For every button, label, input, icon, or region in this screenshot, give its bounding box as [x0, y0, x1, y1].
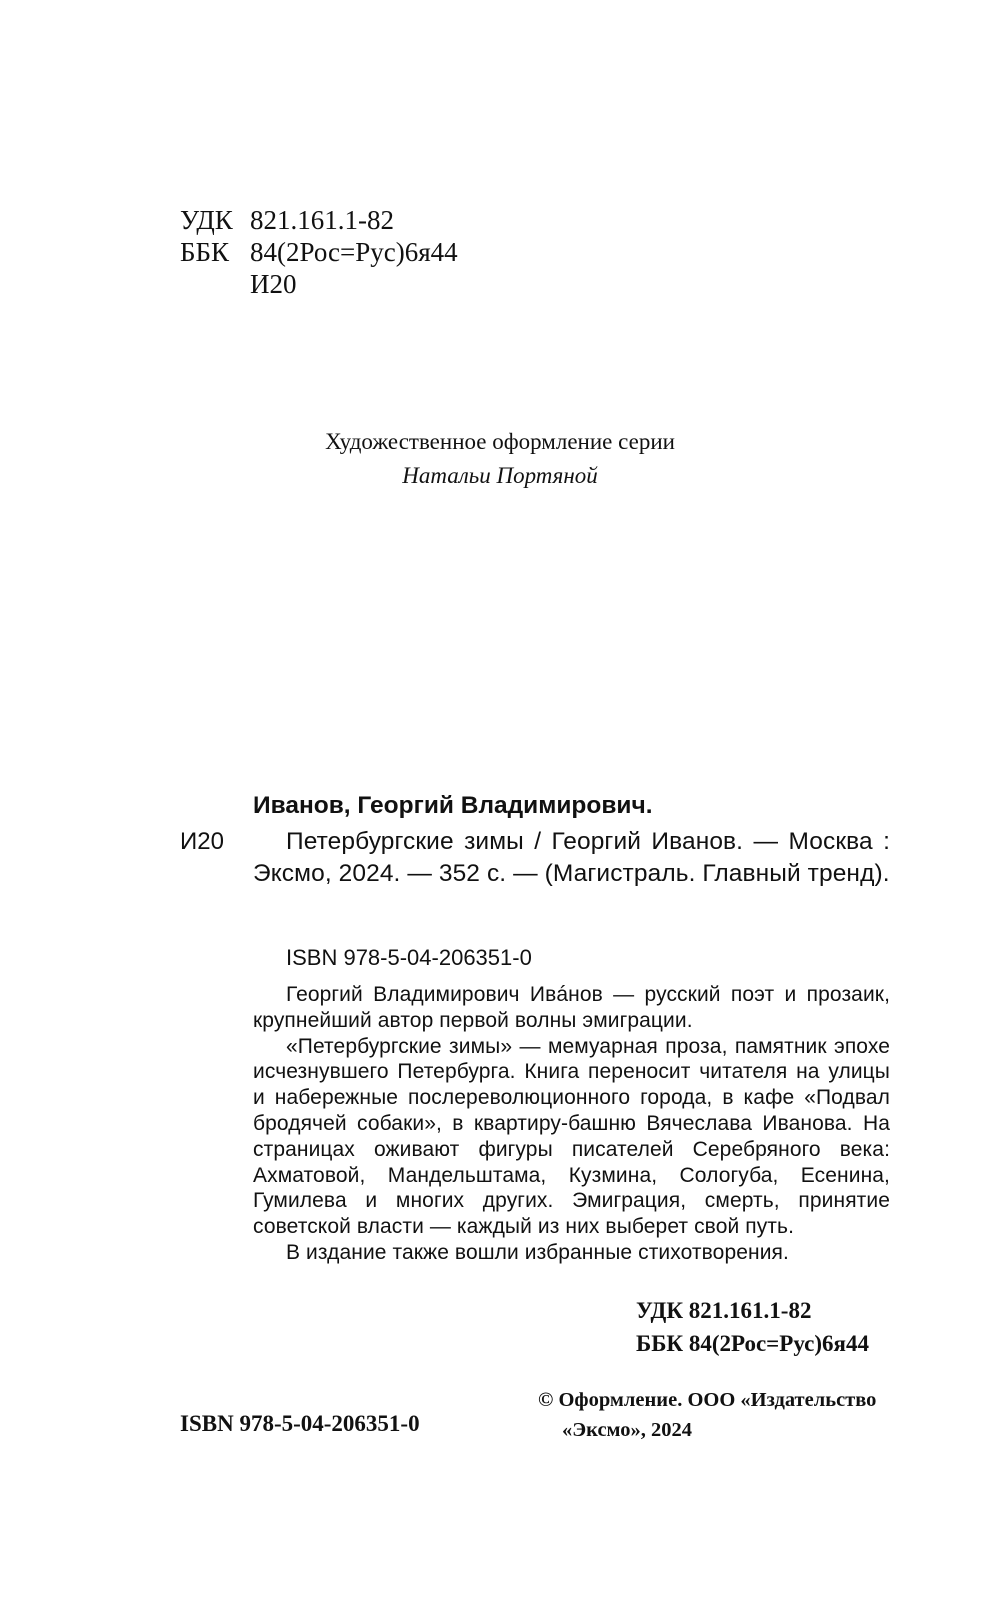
udk-label: УДК	[180, 205, 233, 235]
bottom-bbk: ББК 84(2Рос=Рус)6я44	[636, 1331, 869, 1356]
copyright-line-1: © Оформление. ООО «Издательство	[538, 1389, 877, 1411]
author-sign: И20	[250, 269, 297, 299]
credit-line: Художественное оформление серии	[325, 429, 675, 454]
copyright-notice	[538, 1385, 890, 1445]
annotation-paragraph-1: Георгий Владимирович Ивáнов — русский поэт и прозаик, крупнейший автор первой волны эмиграции.	[253, 983, 890, 1032]
udk-row	[180, 204, 458, 236]
bbk-row	[180, 236, 458, 268]
series-design-credit	[200, 425, 800, 493]
annotation-paragraph-3: В издание также вошли избранные стихотворения.	[286, 1240, 789, 1264]
bottom-udk: УДК 821.161.1-82	[636, 1298, 812, 1323]
bbk-value: 84(2Рос=Рус)6я44	[250, 237, 458, 267]
bottom-classification	[636, 1294, 869, 1360]
entry-description: Петербургские зимы / Георгий Иванов. — Москва : Эксмо, 2024. — 352 с. — (Магистраль. Главный тренд).	[253, 828, 890, 887]
bottom-isbn: ISBN 978-5-04-206351-0	[180, 1411, 420, 1436]
copyright-line-2: «Эксмо», 2024	[562, 1419, 692, 1441]
credit-designer-name: Натальи Портяной	[402, 463, 598, 488]
author-code-row	[180, 268, 458, 300]
udk-value: 821.161.1-82	[250, 205, 394, 235]
bbk-label: ББК	[180, 237, 230, 267]
entry-isbn: ISBN 978-5-04-206351-0	[286, 945, 532, 970]
annotation	[253, 982, 890, 1266]
entry-author-code: И20	[180, 828, 224, 855]
entry-author: Иванов, Георгий Владимирович.	[253, 792, 653, 819]
annotation-paragraph-2: «Петербургские зимы» — мемуарная проза, памятник эпохе исчезнувшего Петербурга. Книга переносит читателя на улицы и набережные послереволюционного города, в кафе «Подвал бродячей собаки», в квартиру-башню Вячеслава Иванова. На страницах оживают фигуры писателей Серебряного века: Ахматовой, Мандельштама, Кузмина, Сологуба, Есенина, Гумилева и многих других. Эмиграция, смерть, принятие советской власти — каждый из них выберет свой путь.	[253, 1034, 890, 1239]
classification-block	[180, 204, 458, 300]
